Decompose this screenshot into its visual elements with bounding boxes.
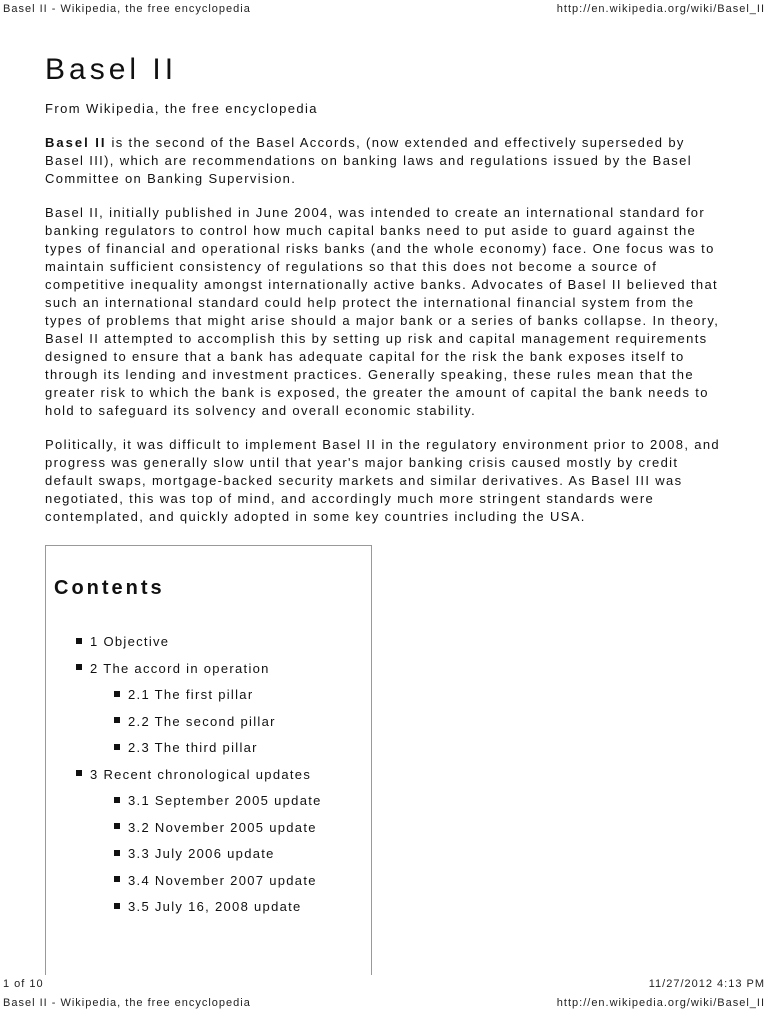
toc-item[interactable] (76, 659, 322, 686)
square-bullet-icon (114, 850, 120, 856)
toc-item-label[interactable]: 1 Objective (90, 634, 170, 649)
toc-subitem[interactable] (76, 791, 322, 818)
toc-subitem[interactable] (76, 738, 322, 765)
square-bullet-icon (114, 744, 120, 750)
toc-item[interactable] (76, 632, 322, 659)
square-bullet-icon (76, 664, 82, 670)
toc-item-label[interactable]: 3 Recent chronological updates (90, 766, 312, 782)
intro-bold-term: Basel II (45, 135, 107, 150)
toc-item-label[interactable]: 2.2 The second pillar (128, 713, 276, 729)
footer-url[interactable]: http://en.wikipedia.org/wiki/Basel_II (556, 997, 765, 1009)
square-bullet-icon (114, 876, 120, 882)
toc-title: Contents (54, 577, 165, 599)
square-bullet-icon (114, 691, 120, 697)
paragraph-3: Politically, it was difficult to implement Basel II in the regulatory environment prior to 2008, and progress was generally slow until that year's major banking crisis caused mostly by credit default swaps, mortgage-backed security markets and similar derivatives. As Basel III was negotiated, this was top of mind, and accordingly much more stringent standards were contemplated, and quickly adopted in some key countries including the USA. (45, 437, 721, 524)
toc-subitem[interactable] (76, 844, 322, 871)
toc-subitem[interactable] (76, 685, 322, 712)
toc-item-label[interactable]: 3.3 July 2006 update (128, 846, 275, 861)
square-bullet-icon (76, 770, 82, 776)
page-count: 1 of 10 (3, 978, 44, 990)
toc-item-label[interactable]: 3.4 November 2007 update (128, 872, 317, 888)
toc-subitem[interactable] (76, 871, 322, 898)
toc-item-label[interactable]: 2 The accord in operation (90, 660, 270, 676)
toc-subitem[interactable] (76, 897, 322, 924)
print-header (0, 3, 768, 19)
toc-item-label[interactable]: 3.2 November 2005 update (128, 819, 317, 835)
table-of-contents (45, 545, 372, 975)
intro-text: is the second of the Basel Accords, (now extended and effectively superseded by Basel III), which are recommendations on banking laws and regulations issued by the Basel Committee on Banking Supervision. (45, 135, 692, 186)
toc-subitem[interactable] (76, 818, 322, 845)
print-footer (0, 978, 768, 994)
toc-list (76, 632, 322, 924)
square-bullet-icon (76, 638, 82, 644)
article-body (45, 50, 720, 526)
toc-item-label[interactable]: 3.1 September 2005 update (128, 793, 322, 808)
square-bullet-icon (114, 903, 120, 909)
square-bullet-icon (114, 717, 120, 723)
print-timestamp: 11/27/2012 4:13 PM (648, 978, 765, 990)
toc-item-label[interactable]: 3.5 July 16, 2008 update (128, 899, 302, 914)
toc-item-label[interactable]: 2.1 The first pillar (128, 687, 254, 702)
print-header-next-page (0, 997, 768, 1013)
square-bullet-icon (114, 797, 120, 803)
paragraph-2: Basel II, initially published in June 2004, was intended to create an international standard for banking regulators to control how much capital banks need to put aside to guard against the types of financial and operational risks banks (and the whole economy) face. One focus was to maintain sufficient consistency of regulations so that this does not become a source of competitive inequality amongst internationally active banks. Advocates of Basel II believed that such an international standard could help protect the international financial system from the types of problems that might arise should a major bank or a series of banks collapse. In theory, Basel II attempted to accomplish this by setting up risk and capital management requirements designed to ensure that a bank has adequate capital for the risk the bank exposes itself to through its lending and investment practices. Generally speaking, these rules mean that the greater risk to which the bank is exposed, the greater the amount of capital the bank needs to hold to safeguard its solvency and overall economic stability. (45, 205, 720, 418)
toc-item[interactable] (76, 765, 322, 792)
article-subtitle: From Wikipedia, the free encyclopedia (45, 101, 318, 116)
toc-subitem[interactable] (76, 712, 322, 739)
header-url[interactable]: http://en.wikipedia.org/wiki/Basel_II (556, 3, 765, 15)
footer-page-title: Basel II - Wikipedia, the free encyclopedia (3, 997, 251, 1009)
header-page-title: Basel II - Wikipedia, the free encyclopedia (3, 3, 251, 15)
square-bullet-icon (114, 823, 120, 829)
toc-item-label[interactable]: 2.3 The third pillar (128, 740, 258, 755)
page-title: Basel II (45, 53, 178, 86)
intro-paragraph (45, 134, 720, 188)
